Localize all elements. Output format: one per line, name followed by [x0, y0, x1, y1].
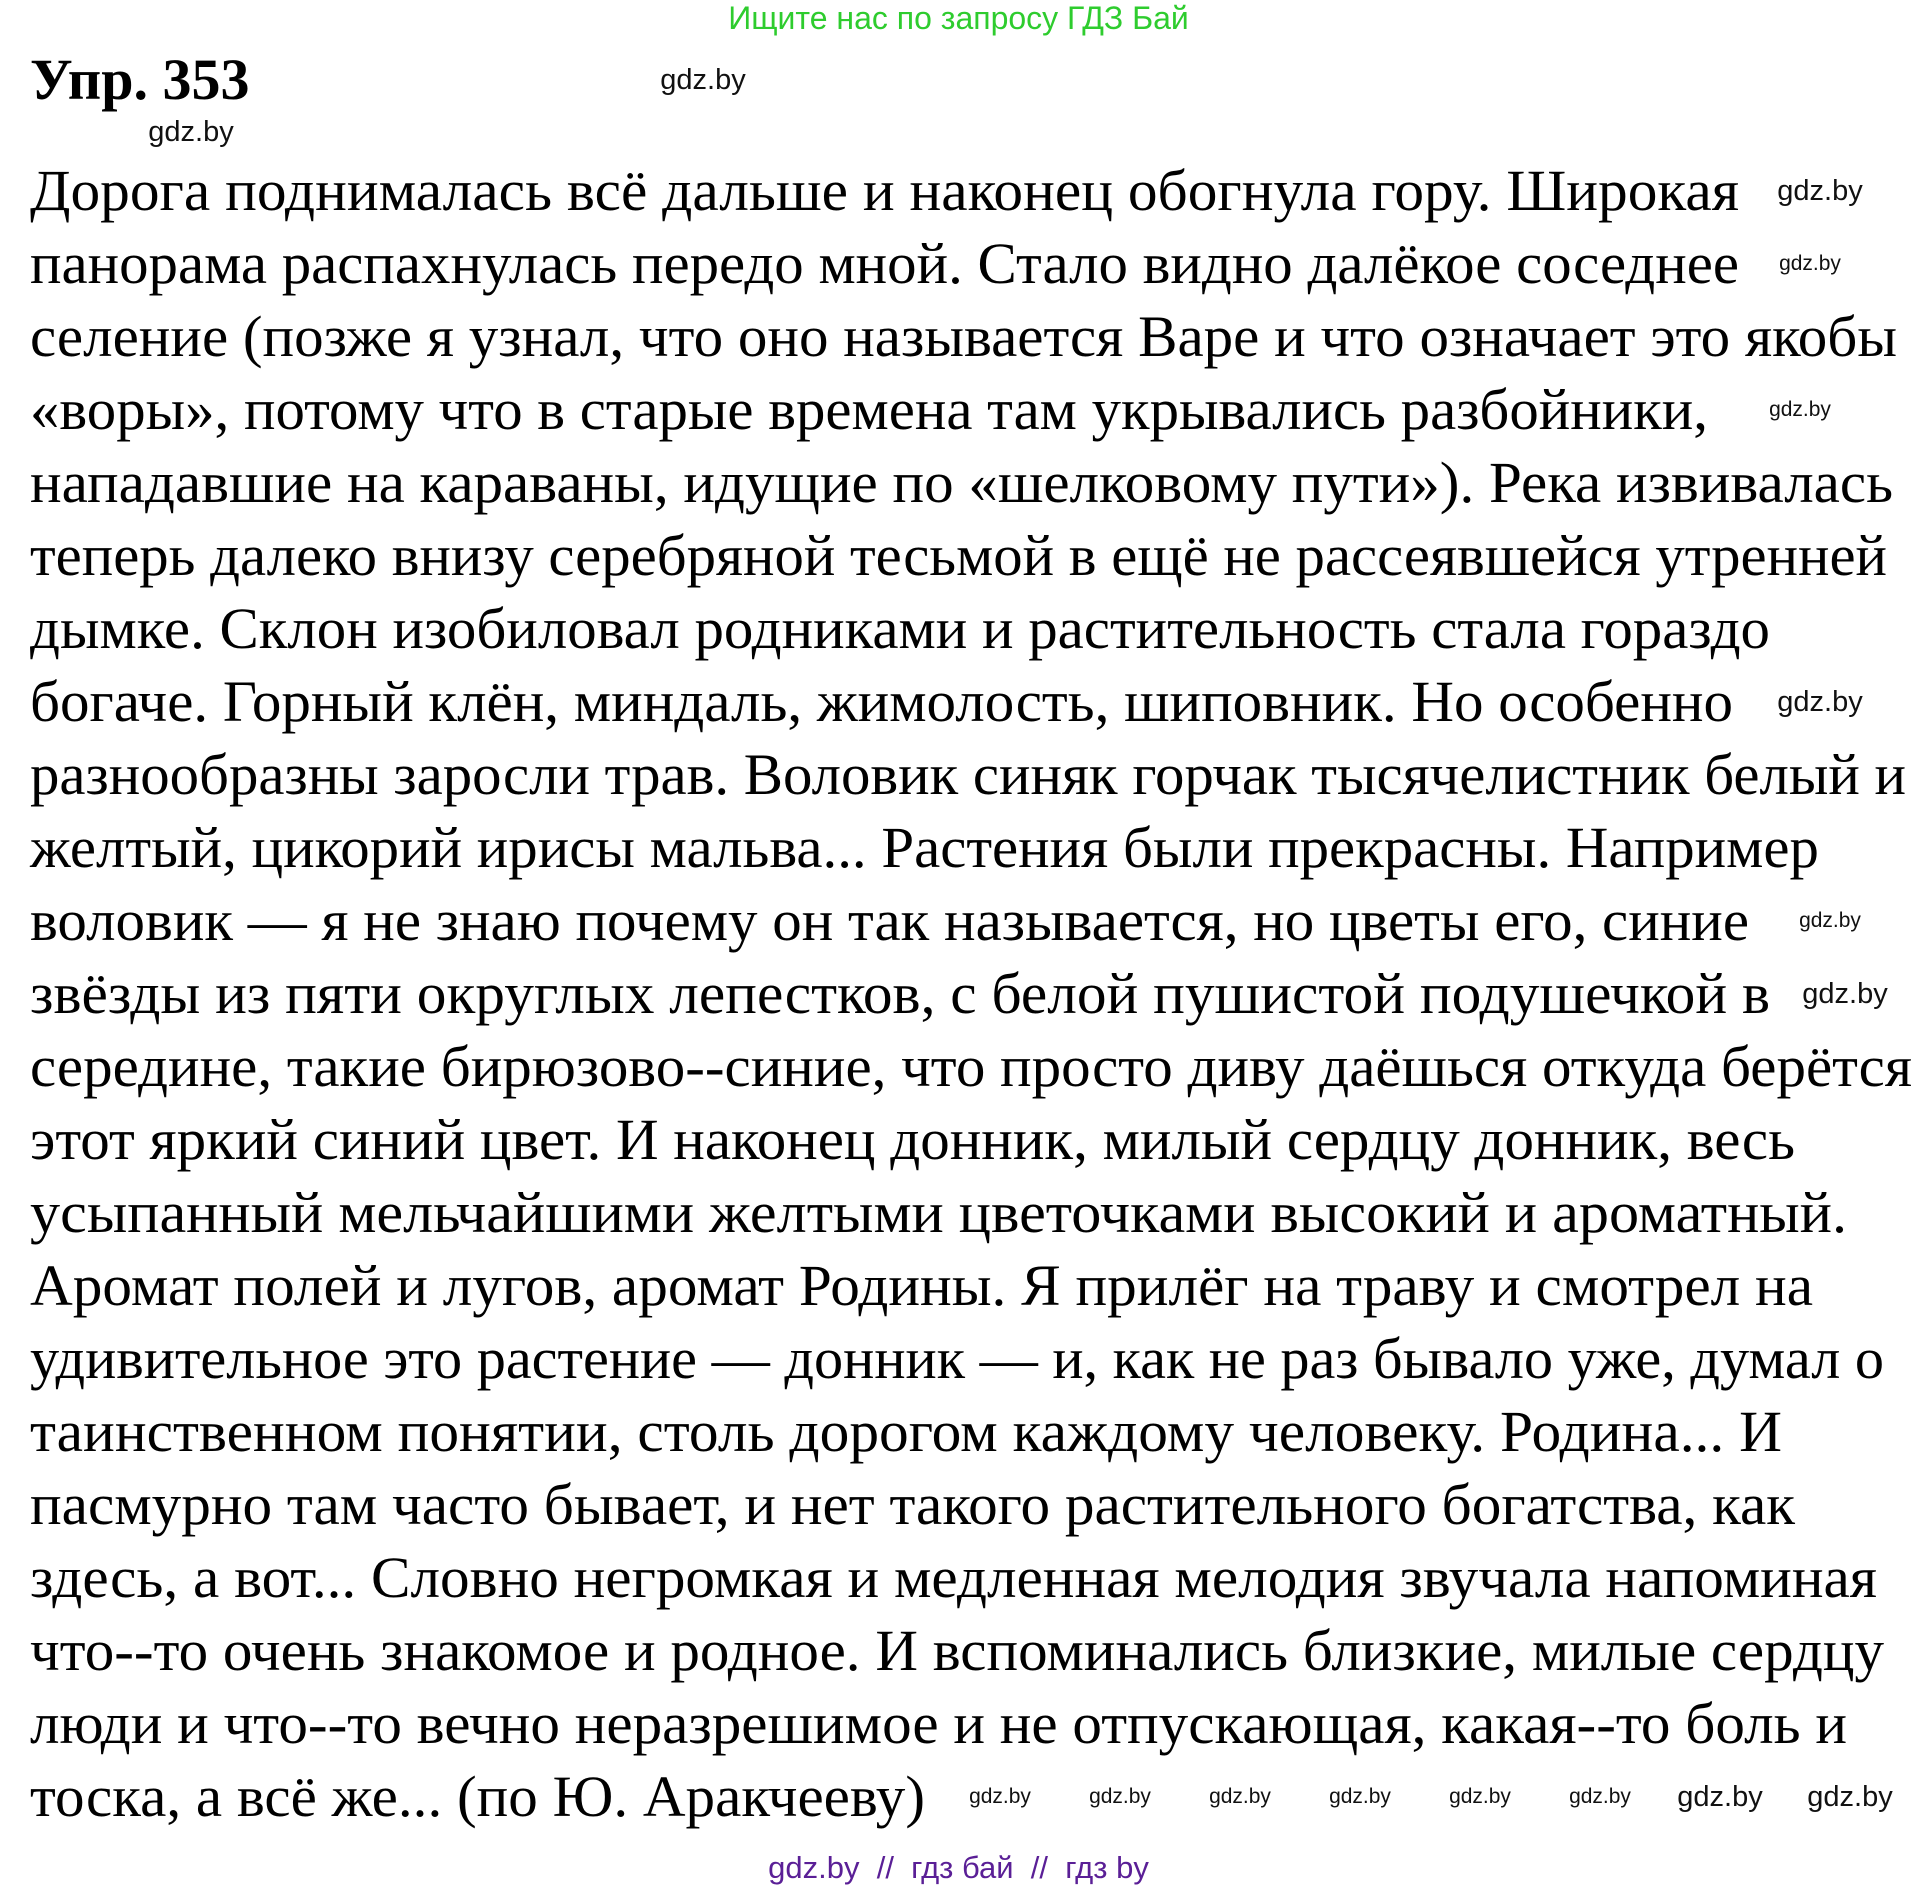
watermark: gdz.by	[1802, 978, 1888, 1010]
text-line: Дорога поднималась всё дальше и наконец обогнула гору. Широкая	[30, 158, 1739, 223]
text-line: этот яркий синий цвет. И наконец донник, милый сердцу донник, весь	[30, 1107, 1795, 1172]
text-line: удивительное это растение — донник — и, как не раз бывало уже, думал о	[30, 1326, 1884, 1391]
watermark: gdz.by	[1779, 252, 1841, 275]
watermark: gdz.by	[660, 64, 746, 96]
text-line: пасмурно там часто бывает, и нет такого растительного богатства, как	[30, 1472, 1795, 1537]
text-line: звёзды из пяти округлых лепестков, с белой пушистой подушечкой в	[30, 961, 1770, 1026]
footer-links: gdz.by // гдз бай // гдз by	[768, 1850, 1149, 1885]
watermark: gdz.by	[1209, 1785, 1271, 1808]
text-line: середине, такие бирюзово--синие, что просто диву даёшься откуда берётся	[30, 1034, 1912, 1099]
watermark: gdz.by	[1677, 1781, 1763, 1813]
watermark: gdz.by	[148, 116, 234, 148]
watermark: gdz.by	[969, 1785, 1031, 1808]
watermark: gdz.by	[1777, 175, 1863, 207]
text-line: богаче. Горный клён, миндаль, жимолость, шиповник. Но особенно	[30, 669, 1734, 734]
watermark: gdz.by	[1799, 909, 1861, 932]
text-line: Аромат полей и лугов, аромат Родины. Я прилёг на траву и смотрел на	[30, 1253, 1814, 1318]
watermark: gdz.by	[1569, 1785, 1631, 1808]
promo-header: Ищите нас по запросу ГДЗ Бай	[728, 0, 1189, 36]
text-line: разнообразны заросли трав. Воловик синяк горчак тысячелистник белый и	[30, 742, 1907, 807]
text-line: воловик — я не знаю почему он так называется, но цветы его, синие	[30, 888, 1749, 953]
exercise-title: Упр. 353	[30, 47, 250, 112]
text-line: дымке. Склон изобиловал родниками и растительность стала гораздо	[30, 596, 1770, 661]
text-line: здесь, а вот... Словно негромкая и медленная мелодия звучала напоминая	[30, 1545, 1877, 1610]
text-line: что--то очень знакомое и родное. И вспоминались близкие, милые сердцу	[30, 1618, 1884, 1683]
watermark: gdz.by	[1777, 686, 1863, 718]
watermark: gdz.by	[1769, 398, 1831, 421]
text-line: таинственном понятии, столь дорогом каждому человеку. Родина... И	[30, 1399, 1782, 1464]
text-line: желтый, цикорий ирисы мальва... Растения были прекрасны. Например	[30, 815, 1819, 880]
text-line: панорама распахнулась передо мной. Стало видно далёкое соседнее	[30, 231, 1739, 296]
text-line: люди и что--то вечно неразрешимое и не отпускающая, какая--то боль и	[30, 1691, 1847, 1756]
text-line: нападавшие на караваны, идущие по «шелковому пути»). Река извивалась	[30, 450, 1893, 515]
watermark: gdz.by	[1449, 1785, 1511, 1808]
text-line: «воры», потому что в старые времена там укрывались разбойники,	[30, 377, 1708, 442]
text-line: теперь далеко внизу серебряной тесьмой в ещё не рассеявшейся утренней	[30, 523, 1888, 588]
text-line: усыпанный мельчайшими желтыми цветочками высокий и ароматный.	[30, 1180, 1848, 1245]
watermark: gdz.by	[1089, 1785, 1151, 1808]
watermark: gdz.by	[1329, 1785, 1391, 1808]
text-line: тоска, а всё же... (по Ю. Аракчееву)	[30, 1764, 925, 1829]
text-line: селение (позже я узнал, что оно называется Варе и что означает это якобы	[30, 304, 1897, 369]
watermark: gdz.by	[1807, 1781, 1893, 1813]
